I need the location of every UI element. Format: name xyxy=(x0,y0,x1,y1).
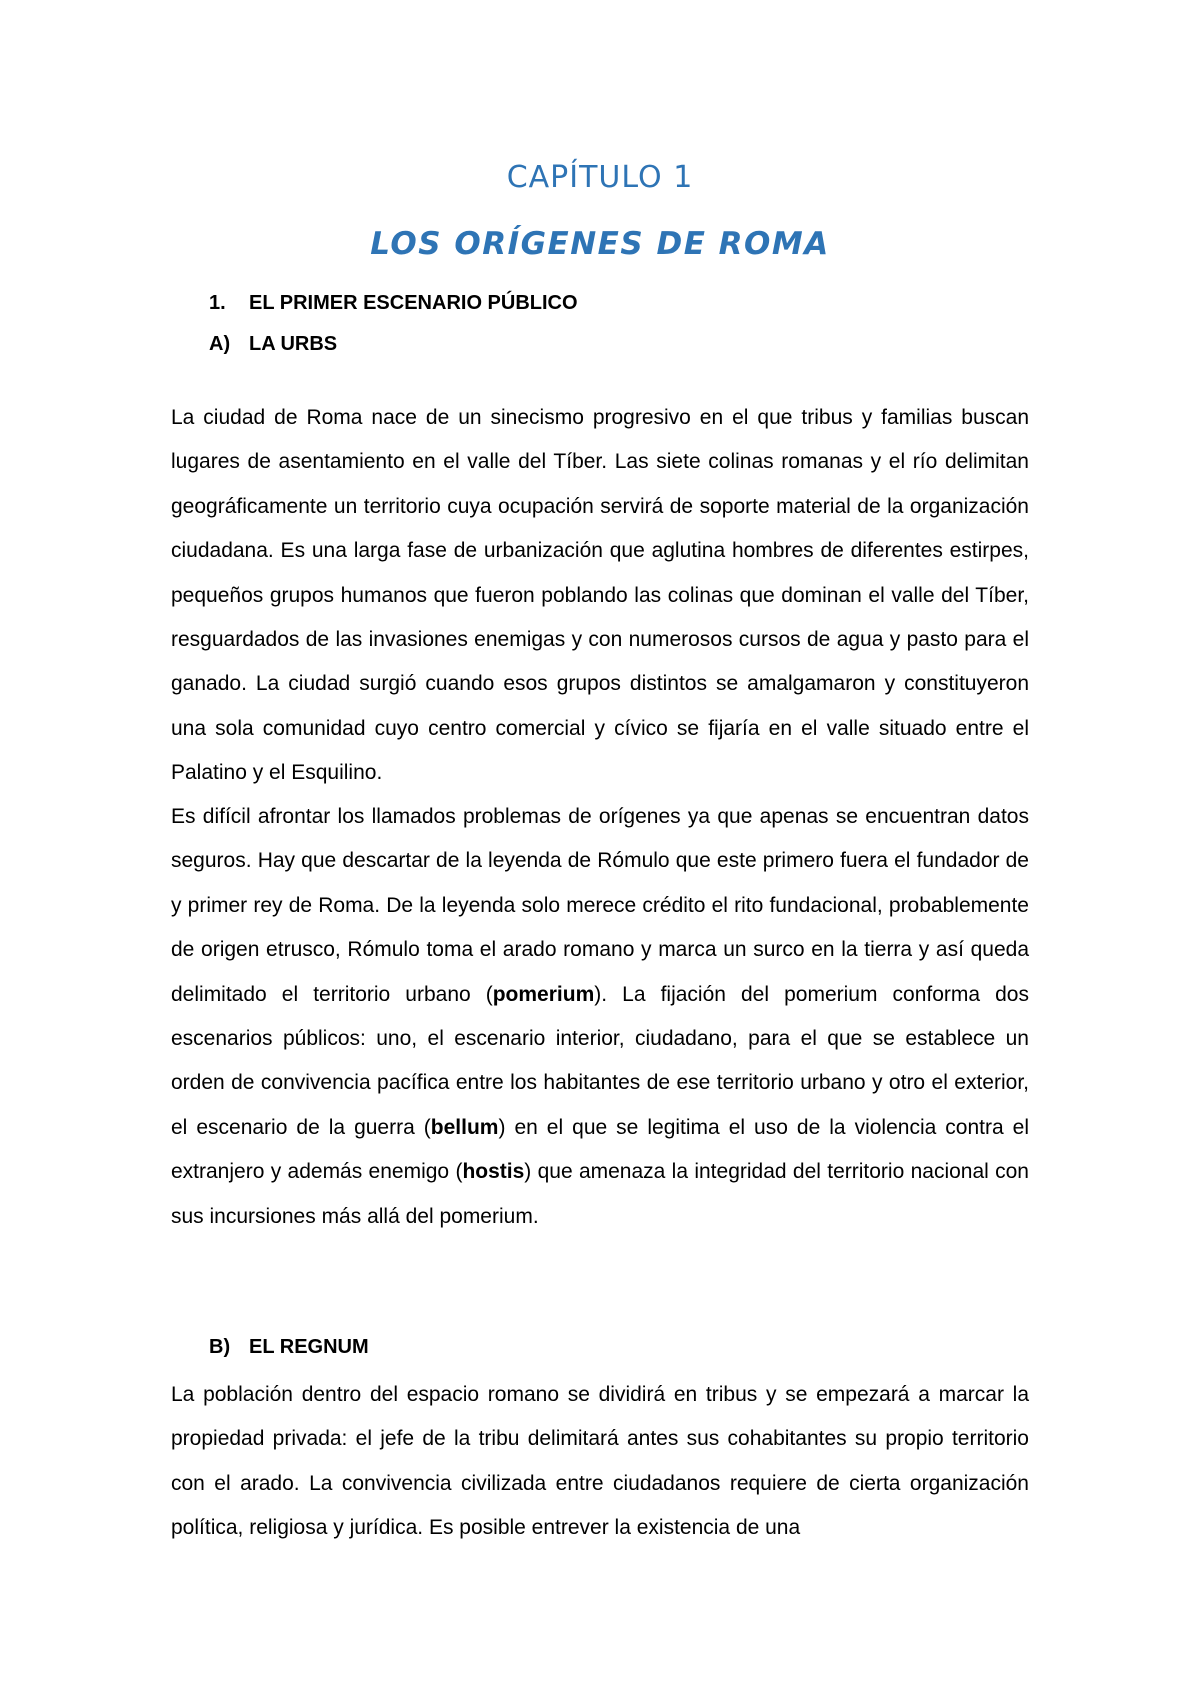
section-number: 1. xyxy=(209,292,226,314)
paragraph-text: ) que amenaza la integridad del territorio nacional con sus incursiones más allá del pomerium. xyxy=(171,1160,1029,1228)
term-pomerium: pomerium xyxy=(492,982,595,1006)
paragraph-text: ). La fijación del pomerium conforma dos escenarios públicos: uno, el escenario interior, ciudadano, para el que se establece un orden de convivencia pacífica entre los habitantes de ese territorio urbano y otro el exterior, el escenario de la guerra ( xyxy=(171,982,1029,1139)
paragraph-urbs-1: La ciudad de Roma nace de un sinecismo progresivo en el que tribus y familias buscan lugares de asentamiento en el valle del Tíber. Las siete colinas romanas y el río delimitan geográficamente un territorio cuya ocupación servirá de soporte material de la organización ciudadana. Es una larga fase de urbanización que aglutina hombres de diferentes estirpes, pequeños grupos humanos que fueron poblando las colinas que dominan el valle del Tíber, resguardados de las invasiones enemigas y con numerosos cursos de agua y pasto para el ganado. La ciudad surgió cuando esos grupos distintos se amalgamaron y constituyeron una sola comunidad cuyo centro comercial y cívico se fijaría en el valle situado entre el Palatino y el Esquilino. xyxy=(171,406,1029,785)
term-hostis: hostis xyxy=(462,1160,525,1184)
chapter-title: LOS ORÍGENES DE ROMA xyxy=(370,226,830,262)
paragraph-text: Es difícil afrontar los llamados problemas de orígenes ya que apenas se encuentran datos seguros. Hay que descartar de la leyenda de Rómulo que este primero fuera el fundador de y primer rey de Roma. De la leyenda solo merece crédito el rito fundacional, probablemente de origen etrusco, Rómulo toma el arado romano y marca un surco en la tierra y así queda delimitado el territorio urbano ( xyxy=(171,805,1029,1006)
paragraph-urbs-2 xyxy=(171,795,1029,1239)
chapter-label: CAPÍTULO 1 xyxy=(506,160,694,195)
section-title: EL PRIMER ESCENARIO PÚBLICO xyxy=(249,292,578,314)
subsection-a-title: LA URBS xyxy=(249,333,338,355)
subsection-a-letter: A) xyxy=(209,333,231,355)
subsection-b-letter: B) xyxy=(209,1336,231,1358)
subsection-b-title: EL REGNUM xyxy=(249,1336,369,1358)
paragraph-text: ) en el que se legitima el uso de la violencia contra el extranjero y además enemigo ( xyxy=(171,1115,1029,1184)
paragraph-regnum-1: La población dentro del espacio romano se dividirá en tribus y se empezará a marcar la propiedad privada: el jefe de la tribu delimitará antes sus cohabitantes su propio territorio con el arado. La convivencia civilizada entre ciudadanos requiere de cierta organización política, religiosa y jurídica. Es posible entrever la existencia de una xyxy=(171,1383,1029,1540)
subsection-a-heading xyxy=(209,333,337,356)
subsection-b-heading xyxy=(209,1336,369,1359)
section-heading xyxy=(209,292,578,315)
term-bellum: bellum xyxy=(430,1115,499,1139)
